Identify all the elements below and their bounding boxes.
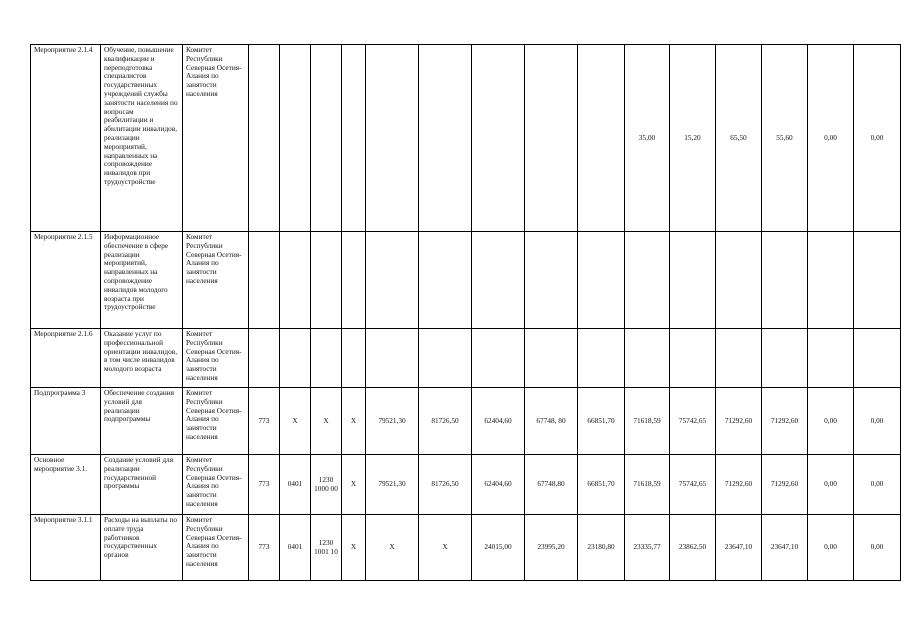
value-cell: 71618,59 xyxy=(625,455,670,515)
value-cell xyxy=(525,329,578,388)
value-cell: Х xyxy=(366,515,419,581)
value-cell: 66851,70 xyxy=(578,388,625,455)
value-cell xyxy=(625,232,670,329)
executor-cell: Комитет Республики Северная Осетия-Алания по занятости населения xyxy=(183,45,249,232)
vr-code-cell xyxy=(342,329,366,388)
value-cell xyxy=(716,329,762,388)
value-cell xyxy=(762,329,808,388)
budget-table xyxy=(30,44,901,581)
value-cell: 67748, 80 xyxy=(525,388,578,455)
executor-cell: Комитет Республики Северная Осетия-Алания по занятости населения xyxy=(183,232,249,329)
value-cell: 66851,70 xyxy=(578,455,625,515)
table-row xyxy=(31,515,901,581)
value-cell: 23647,10 xyxy=(716,515,762,581)
table-row xyxy=(31,455,901,515)
value-cell: 0,00 xyxy=(808,388,854,455)
csr-code-cell: Х xyxy=(311,388,342,455)
value-cell xyxy=(472,329,525,388)
grbs-code-cell: 773 xyxy=(249,388,280,455)
csr-code-cell xyxy=(311,232,342,329)
grbs-code-cell xyxy=(249,329,280,388)
value-cell xyxy=(716,232,762,329)
value-cell xyxy=(808,329,854,388)
value-cell xyxy=(808,232,854,329)
value-cell: 65,50 xyxy=(716,45,762,232)
rzpr-code-cell xyxy=(280,45,311,232)
value-cell: 62404,60 xyxy=(472,455,525,515)
value-cell: 62404,60 xyxy=(472,388,525,455)
value-cell: 0,00 xyxy=(854,515,901,581)
status-cell: Основное мероприятие 3.1. xyxy=(31,455,101,515)
value-cell xyxy=(854,232,901,329)
value-cell xyxy=(525,45,578,232)
value-cell xyxy=(472,232,525,329)
value-cell: 35,00 xyxy=(625,45,670,232)
grbs-code-cell: 773 xyxy=(249,515,280,581)
value-cell: 79521,30 xyxy=(366,455,419,515)
csr-code-cell xyxy=(311,329,342,388)
value-cell xyxy=(578,329,625,388)
status-cell: Подпрограмма 3 xyxy=(31,388,101,455)
value-cell: 81726,50 xyxy=(419,455,472,515)
value-cell xyxy=(670,232,716,329)
value-cell: 24015,00 xyxy=(472,515,525,581)
value-cell: 23995,20 xyxy=(525,515,578,581)
table-row xyxy=(31,45,901,232)
table-row xyxy=(31,388,901,455)
value-cell: 71292,60 xyxy=(716,388,762,455)
value-cell xyxy=(419,45,472,232)
value-cell: 23862,50 xyxy=(670,515,716,581)
value-cell: 0,00 xyxy=(808,455,854,515)
value-cell: 71618,59 xyxy=(625,388,670,455)
name-cell: Расходы на выплаты по оплате труда работников государственных органов xyxy=(101,515,183,581)
name-cell: Информационное обеспечение в сфере реализации мероприятий, направленных на сопровождение инвалидов молодого возраста при трудоустройстве xyxy=(101,232,183,329)
value-cell xyxy=(366,232,419,329)
vr-code-cell: Х xyxy=(342,388,366,455)
executor-cell: Комитет Республики Северная Осетия-Алания по занятости населения xyxy=(183,329,249,388)
name-cell: Оказание услуг по профессиональной ориентации инвалидов, в том числе инвалидов молодого возраста xyxy=(101,329,183,388)
value-cell: 0,00 xyxy=(808,515,854,581)
value-cell xyxy=(419,232,472,329)
executor-cell: Комитет Республики Северная Осетия-Алания по занятости населения xyxy=(183,388,249,455)
value-cell xyxy=(366,329,419,388)
value-cell: 71292,60 xyxy=(716,455,762,515)
name-cell: Обеспечение создания условий для реализации подпрограммы xyxy=(101,388,183,455)
value-cell xyxy=(366,45,419,232)
value-cell xyxy=(419,329,472,388)
value-cell xyxy=(525,232,578,329)
status-cell: Мероприятие 2.1.4 xyxy=(31,45,101,232)
value-cell: 75742,65 xyxy=(670,455,716,515)
rzpr-code-cell xyxy=(280,329,311,388)
vr-code-cell xyxy=(342,45,366,232)
value-cell: 0,00 xyxy=(854,455,901,515)
value-cell xyxy=(625,329,670,388)
name-cell: Создание условий для реализации государственной программы xyxy=(101,455,183,515)
vr-code-cell xyxy=(342,232,366,329)
value-cell: 0,00 xyxy=(854,45,901,232)
table-row xyxy=(31,232,901,329)
csr-code-cell xyxy=(311,45,342,232)
value-cell: 0,00 xyxy=(808,45,854,232)
value-cell xyxy=(670,329,716,388)
rzpr-code-cell: Х xyxy=(280,388,311,455)
value-cell: 75742,65 xyxy=(670,388,716,455)
table-row xyxy=(31,329,901,388)
executor-cell: Комитет Республики Северная Осетия-Алания по занятости населения xyxy=(183,515,249,581)
grbs-code-cell: 773 xyxy=(249,455,280,515)
vr-code-cell: Х xyxy=(342,455,366,515)
grbs-code-cell xyxy=(249,45,280,232)
rzpr-code-cell xyxy=(280,232,311,329)
grbs-code-cell xyxy=(249,232,280,329)
value-cell: Х xyxy=(419,515,472,581)
status-cell: Мероприятие 2.1.6 xyxy=(31,329,101,388)
value-cell xyxy=(578,232,625,329)
vr-code-cell: Х xyxy=(342,515,366,581)
value-cell xyxy=(762,232,808,329)
csr-code-cell: 1230 1000 00 xyxy=(311,455,342,515)
value-cell: 0,00 xyxy=(854,388,901,455)
value-cell: 71292,60 xyxy=(762,388,808,455)
value-cell: 23180,80 xyxy=(578,515,625,581)
value-cell: 81726,50 xyxy=(419,388,472,455)
rzpr-code-cell: 0401 xyxy=(280,515,311,581)
rzpr-code-cell: 0401 xyxy=(280,455,311,515)
status-cell: Мероприятие 3.1.1 xyxy=(31,515,101,581)
value-cell: 23647,10 xyxy=(762,515,808,581)
value-cell: 55,60 xyxy=(762,45,808,232)
value-cell xyxy=(578,45,625,232)
value-cell xyxy=(854,329,901,388)
value-cell: 67748,80 xyxy=(525,455,578,515)
value-cell: 15,20 xyxy=(670,45,716,232)
csr-code-cell: 1230 1001 10 xyxy=(311,515,342,581)
status-cell: Мероприятие 2.1.5 xyxy=(31,232,101,329)
document-page xyxy=(30,44,901,581)
value-cell: 79521,30 xyxy=(366,388,419,455)
executor-cell: Комитет Республики Северная Осетия-Алания по занятости населения xyxy=(183,455,249,515)
value-cell: 71292,60 xyxy=(762,455,808,515)
value-cell xyxy=(472,45,525,232)
name-cell: Обучение, повышение квалификации и переподготовка специалистов государственных учреждений службы занятости населения по вопросам реабилитации и абилитации инвалидов, реализации мероприятий, направленных на сопровождение инвалидов при трудоустройстве xyxy=(101,45,183,232)
value-cell: 23335,77 xyxy=(625,515,670,581)
